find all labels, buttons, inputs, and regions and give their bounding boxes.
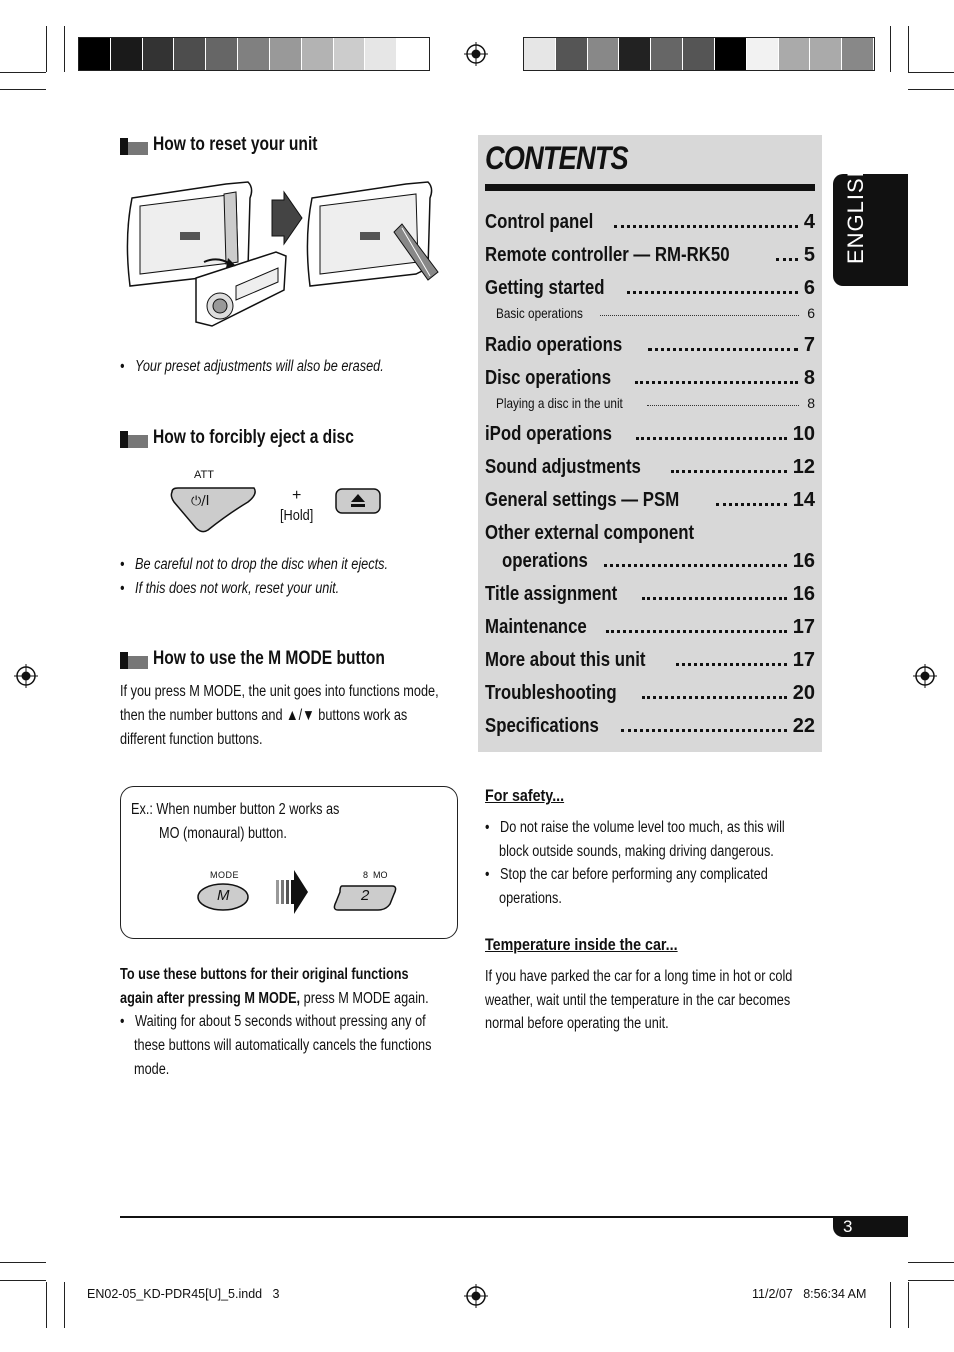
safety-heading: For safety... [485,786,565,805]
toc-item-page: 17 [792,616,815,638]
toc-item-label: Radio operations [485,334,623,356]
plus-sign: + [292,487,302,504]
registration-mark-icon [14,664,38,688]
temperature-body-3: normal before operating the unit. [485,1015,669,1032]
toc-item [485,644,815,672]
color-bar-right-swatch [683,38,715,70]
toc-item-page: 12 [792,456,815,478]
toc-item-label: Other external component [485,522,695,544]
color-bar-right-swatch [524,38,556,70]
eject-note-2: • If this does not work, reset your unit. [120,580,340,597]
safety-bullet-2: • Stop the car before performing any complicated [485,866,768,883]
mo-key-label: 2 [361,887,370,904]
toc-leader-dots [716,503,787,506]
toc-item [485,484,815,512]
registration-mark-icon [913,664,937,688]
color-bar-left-swatch [365,38,397,70]
toc-leader-dots [604,564,787,567]
color-bar-right-swatch [842,38,874,70]
toc-item [485,578,815,606]
toc-item-label: Maintenance [485,616,587,638]
color-bar-right-swatch [779,38,811,70]
toc-item-label: Remote controller — RM-RK50 [485,244,730,266]
example-line-2: MO (monaural) button. [159,825,287,842]
toc-item [485,677,815,705]
registration-mark-icon [464,1284,488,1308]
color-bar-left-swatch [397,38,429,70]
arrow-right-icon [276,868,310,916]
mo-label: 8 MO [363,870,388,880]
color-bar-right-swatch [747,38,779,70]
language-tab-label: ENGLISH [843,160,868,264]
registration-mark-icon [464,42,488,66]
toc-item-label: Getting started [485,277,605,299]
toc-leader-dots [671,470,787,473]
toc-item-label: Sound adjustments [485,456,641,478]
toc-item-label: Specifications [485,715,599,737]
toc-leader-dots [636,437,787,440]
toc-leader-dots [600,315,800,316]
toc-item [485,362,815,390]
color-bar-right [523,37,875,71]
toc-item [485,451,815,479]
power-button-icon [168,484,260,534]
toc-subitem [496,391,815,411]
original-bullet-2: these buttons will automatically cancels the functions [134,1037,432,1054]
toc-item-page: 10 [792,423,815,445]
color-bar-left-swatch [111,38,143,70]
att-label: ATT [194,469,214,481]
toc-item [485,329,815,357]
toc-item-label: Playing a disc in the unit [496,395,623,411]
toc-leader-dots [642,597,786,600]
toc-item [485,239,815,267]
toc-item-label: Basic operations [496,305,583,321]
reset-note: • Your preset adjustments will also be erased. [120,358,384,375]
footer-file: EN02-05_KD-PDR45[U]_5.indd 3 [87,1287,280,1301]
language-tab [833,160,908,286]
safety-bullet-1-cont: block outside sounds, making driving dangerous. [499,843,774,860]
toc-item-label: Title assignment [485,583,618,605]
toc-item-label: iPod operations [485,423,612,445]
toc-item-page: 8 [807,395,815,411]
mmode-body-2: then the number buttons and ▲/▼ buttons work as [120,707,408,724]
toc-item-page: 4 [803,211,815,233]
toc-item-label: operations [502,550,588,572]
section-marker-icon [120,138,148,155]
safety-bullet-2-cont: operations. [499,890,562,907]
color-bar-left-swatch [79,38,111,70]
toc-item [485,710,815,738]
color-bar-right-swatch [556,38,588,70]
toc-item-page: 5 [803,244,815,266]
toc-leader-dots [614,225,798,228]
section-marker-icon [120,652,148,669]
toc-item-page: 20 [792,682,815,704]
color-bar-left-swatch [334,38,366,70]
toc-leader-dots [606,630,787,633]
toc-leader-dots [676,663,787,666]
original-bullet-3: mode. [134,1061,170,1078]
eject-button-icon [334,487,382,515]
color-bar-right-swatch [715,38,747,70]
toc-item-label: Control panel [485,211,594,233]
toc-leader-dots [627,291,798,294]
original-functions-line-1: To use these buttons for their original functions [120,966,409,983]
reset-illustration [126,178,446,330]
toc-item-page: 14 [792,489,815,511]
mode-key-label: M [217,887,230,904]
toc-item-page: 16 [792,550,815,572]
temperature-body-1: If you have parked the car for a long time in hot or cold [485,968,793,985]
reset-section-title: How to reset your unit [153,134,318,155]
toc-leader-dots [635,381,798,384]
contents-rule [485,184,815,191]
toc-item [485,418,815,446]
color-bar-left-swatch [143,38,175,70]
toc-item [485,206,815,234]
mmode-section-title: How to use the M MODE button [153,648,385,669]
contents-title: CONTENTS [485,140,628,176]
color-bar-left-swatch [270,38,302,70]
temperature-heading: Temperature inside the car... [485,935,678,954]
toc-item-page: 6 [807,305,815,321]
toc-item-label: Troubleshooting [485,682,617,704]
toc-item [485,272,815,300]
power-symbol: ⏻/I [191,494,210,509]
mmode-body-1: If you press M MODE, the unit goes into functions mode, [120,683,439,700]
toc-item-page: 6 [803,277,815,299]
toc-item-label: General settings — PSM [485,489,680,511]
toc-item-label: Disc operations [485,367,612,389]
example-line-1: Ex.: When number button 2 works as [131,801,340,818]
original-functions-line-2: again after pressing M MODE, press M MODE again. [120,990,429,1007]
color-bar-left-swatch [174,38,206,70]
eject-section-title: How to forcibly eject a disc [153,427,354,448]
toc-leader-dots [648,348,798,351]
color-bar-left [78,37,430,71]
toc-item [485,611,815,639]
toc-leader-dots [642,696,787,699]
footer-datetime: 11/2/07 8:56:34 AM [752,1287,867,1301]
section-marker-icon [120,431,148,448]
toc-leader-dots [776,258,798,261]
toc-item-page: 8 [803,367,815,389]
color-bar-left-swatch [238,38,270,70]
toc-item-page: 16 [792,583,815,605]
page-number-badge [833,1217,908,1237]
toc-item [485,517,815,545]
page-number: 3 [843,1217,853,1236]
toc-item-page: 17 [792,649,815,671]
toc-leader-dots [647,405,799,406]
color-bar-right-swatch [651,38,683,70]
color-bar-right-swatch [619,38,651,70]
color-bar-right-swatch [588,38,620,70]
toc-item-page: 22 [792,715,815,737]
original-bullet-1: • Waiting for about 5 seconds without pressing any of [120,1013,426,1030]
toc-item [502,545,815,573]
toc-item-page: 7 [803,334,815,356]
mode-label: MODE [210,870,239,880]
toc-leader-dots [621,729,787,732]
color-bar-left-swatch [302,38,334,70]
mmode-body-3: different function buttons. [120,731,263,748]
safety-bullet-1: • Do not raise the volume level too much, as this will [485,819,785,836]
eject-note-1: • Be careful not to drop the disc when it ejects. [120,556,388,573]
color-bar-right-swatch [810,38,842,70]
footer-rule [120,1216,908,1218]
color-bar-left-swatch [206,38,238,70]
toc-subitem [496,301,815,321]
toc-item-label: More about this unit [485,649,646,671]
temperature-body-2: weather, wait until the temperature in the car becomes [485,992,791,1009]
hold-label: [Hold] [280,507,314,524]
